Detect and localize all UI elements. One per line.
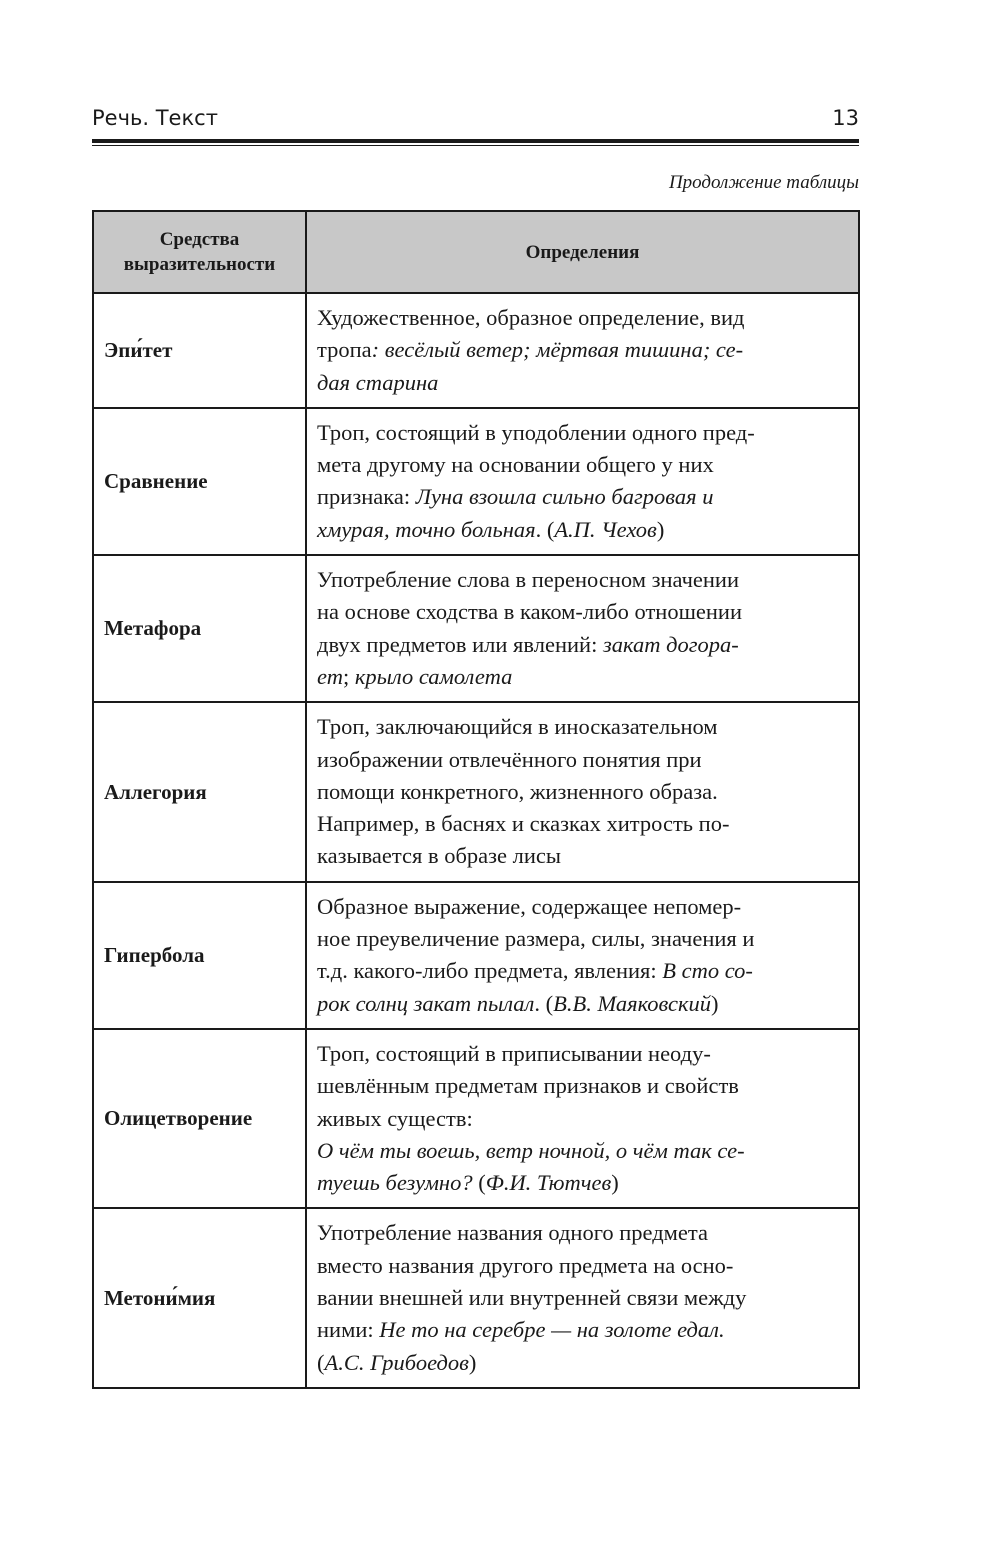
definition-text: Троп, состоящий в приписывании неоду- (317, 1040, 711, 1066)
definition-text: признака: (317, 484, 416, 510)
table-header-row (93, 211, 859, 293)
table-caption: Продолжение таблицы (668, 172, 859, 193)
table-row (93, 293, 859, 408)
definition-line (317, 564, 850, 596)
page-number: 13 (832, 106, 859, 130)
example-text: ет (317, 663, 343, 689)
definition-cell (306, 882, 859, 1029)
table-row (93, 1029, 859, 1208)
definition-text: . ( (534, 990, 554, 1016)
definition-line (317, 1347, 850, 1379)
definition-line (317, 808, 850, 840)
definition-line (317, 1217, 850, 1249)
term-cell: Метафора (93, 555, 306, 702)
definition-line (317, 417, 850, 449)
definition-line (317, 711, 850, 743)
definition-line (317, 1167, 850, 1199)
definition-text: вании внешней или внутренней связи между (317, 1285, 747, 1311)
example-text: О чём ты воешь, ветр ночной, о чём так се- (317, 1137, 745, 1163)
definition-line (317, 334, 850, 366)
definition-text: ) (611, 1170, 619, 1196)
example-text: Луна взошла сильно багровая и (415, 484, 714, 510)
example-text: туешь безумно? (317, 1170, 473, 1196)
definition-text: Например, в баснях и сказках хитрость по- (317, 811, 730, 837)
definition-line (317, 1103, 850, 1135)
definition-text: казывается в образе лисы (317, 843, 562, 869)
table-row (93, 408, 859, 555)
example-text: дая старина (317, 369, 439, 395)
definition-line (317, 891, 850, 923)
example-text: В.В. Маяковский (553, 990, 712, 1016)
definition-line (317, 744, 850, 776)
definition-text: ( (317, 1349, 325, 1375)
term-cell: Эпи́тет (93, 293, 306, 408)
definition-text: . ( (535, 516, 555, 542)
definition-text: ; (342, 663, 355, 689)
example-text: А.С. Грибоедов (324, 1349, 469, 1375)
table-row (93, 555, 859, 702)
definition-line (317, 481, 850, 513)
running-header (92, 106, 859, 136)
definition-text: ) (711, 990, 719, 1016)
term-cell: Гипербола (93, 882, 306, 1029)
definition-text: ное преувеличение размера, силы, значения и (317, 926, 755, 952)
header-rule-thin (92, 145, 859, 146)
running-title: Речь. Текст (92, 106, 218, 130)
definition-line (317, 1038, 850, 1070)
definition-cell (306, 1208, 859, 1387)
definition-text: Троп, заключающийся в иносказательном (317, 714, 718, 740)
definition-line (317, 1282, 850, 1314)
example-text: закат догора- (602, 631, 739, 657)
definition-line (317, 596, 850, 628)
definition-cell (306, 555, 859, 702)
example-text: рок солнц закат пылал (317, 990, 535, 1016)
definition-text: Образное выражение, содержащее непомер- (317, 893, 742, 919)
example-text: Не то на серебре — на золоте едал. (379, 1317, 725, 1343)
example-text: В сто со- (662, 958, 753, 984)
definition-text: живых существ: (317, 1105, 473, 1131)
example-text: А.П. Чехов (554, 516, 657, 542)
definition-line (317, 1070, 850, 1102)
definition-line (317, 776, 850, 808)
definition-text: т.д. какого-либо предмета, явления: (317, 958, 663, 984)
definition-line (317, 514, 850, 546)
table-row (93, 702, 859, 881)
definition-text: ( (472, 1170, 486, 1196)
definition-line (317, 955, 850, 987)
definition-line (317, 302, 850, 334)
definition-line (317, 367, 850, 399)
definition-text: вместо названия другого предмета на осно- (317, 1252, 734, 1278)
definition-line (317, 661, 850, 693)
definition-line (317, 923, 850, 955)
definition-text: двух предметов или явлений: (317, 631, 603, 657)
definition-text: ) (656, 516, 665, 542)
definition-cell (306, 408, 859, 555)
column-header-definitions: Определения (306, 211, 859, 293)
definition-line (317, 449, 850, 481)
table-body (93, 293, 859, 1388)
definition-line (317, 629, 850, 661)
example-text: : весёлый ветер; мёртвая тишина; се- (371, 337, 744, 363)
definition-cell (306, 702, 859, 881)
definition-cell (306, 293, 859, 408)
example-text: Ф.И. Тютчев (485, 1170, 612, 1196)
term-cell: Сравнение (93, 408, 306, 555)
definition-text: Художественное, образное определение, вид (317, 305, 745, 330)
definition-text: на основе сходства в каком-либо отношении (317, 599, 743, 625)
definition-text: ними: (317, 1317, 380, 1343)
term-cell: Метони́мия (93, 1208, 306, 1387)
definition-line (317, 840, 850, 872)
example-text: крыло самолета (354, 663, 513, 689)
term-cell: Олицетворение (93, 1029, 306, 1208)
definition-cell (306, 1029, 859, 1208)
definition-text: Употребление названия одного предмета (317, 1220, 709, 1246)
definition-text: помощи конкретного, жизненного образа. (317, 778, 718, 804)
column-header-means: Средства выразительности (93, 211, 306, 293)
term-cell: Аллегория (93, 702, 306, 881)
definition-text: шевлённым предметам признаков и свойств (317, 1073, 739, 1099)
header-rule-thick (92, 139, 859, 143)
definition-line (317, 1250, 850, 1282)
definition-text: изображении отвлечённого понятия при (317, 746, 702, 772)
definition-text: ) (468, 1349, 477, 1375)
definition-line (317, 1314, 850, 1346)
definition-line (317, 988, 850, 1020)
example-text: хмурая, точно больная (317, 516, 536, 542)
definition-line (317, 1135, 850, 1167)
definition-text: Троп, состоящий в уподоблении одного пред- (317, 419, 755, 445)
table-row (93, 882, 859, 1029)
definition-text: тропа (317, 337, 372, 363)
expressive-means-table (92, 210, 860, 1389)
definition-text: Употребление слова в переносном значении (317, 567, 740, 593)
table-row (93, 1208, 859, 1387)
definition-text: мета другому на основании общего у них (317, 452, 714, 478)
